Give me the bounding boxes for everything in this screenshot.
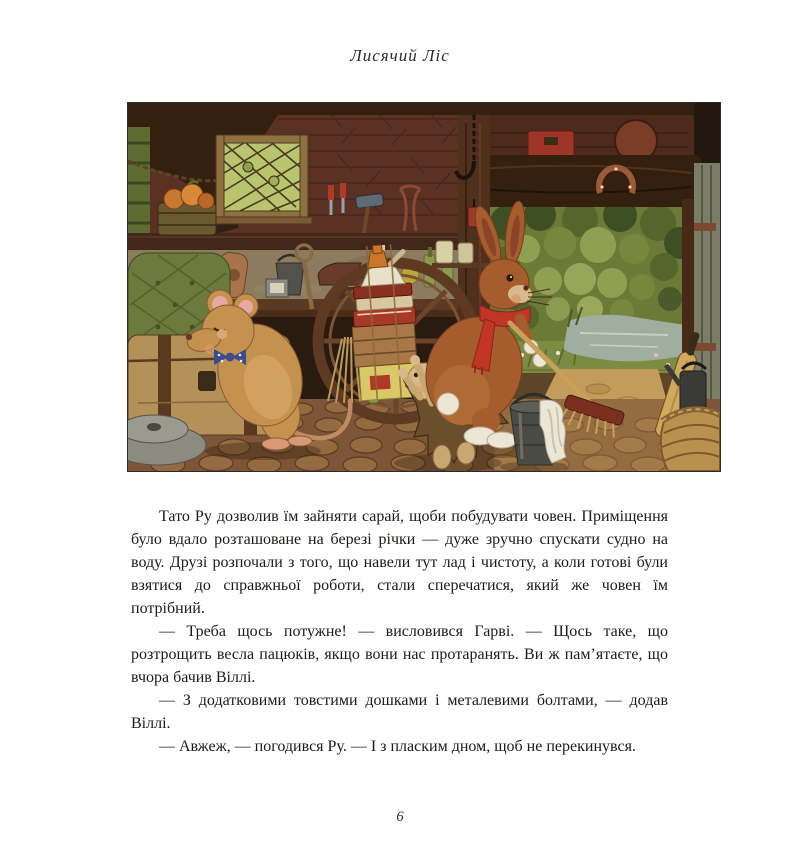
mouse-foot xyxy=(288,436,312,446)
barn-scene xyxy=(128,103,720,471)
door-lintel xyxy=(470,155,702,207)
rabbit-nose xyxy=(523,285,528,290)
paragraph-3: — З додатковими товстими дошками і металевими болтами, — додав Віллі. xyxy=(131,692,668,732)
rabbit-tail xyxy=(437,393,459,415)
ladder xyxy=(128,127,150,251)
illustration xyxy=(127,102,721,472)
hinge xyxy=(694,343,716,351)
body-text xyxy=(131,505,668,758)
mop-bucket xyxy=(510,395,566,466)
running-head: Лисячий Ліс xyxy=(350,46,450,65)
paragraph-2: — Треба щось потужне! — висловився Гарві. — Щось таке, що розтрощить весла пацюків, якщо вони нас протаранять. Ви ж пам’ятаєте, що вчора бачив Віллі. xyxy=(131,623,668,686)
page-number: 6 xyxy=(396,809,404,825)
picture-frame xyxy=(266,279,288,297)
basket xyxy=(661,409,720,471)
rabbit-foot xyxy=(487,432,517,448)
window xyxy=(212,135,312,224)
hedgehog-leg xyxy=(457,442,475,464)
hinge xyxy=(694,223,716,231)
paragraph-1: Тато Ру дозволив їм зайняти сарай, щоби побудувати човен. Приміщення було вдало розташоване на березі річки — дуже зручно спускати судно на воду. Друзі розпочали з того, що навели тут лад і чистоту, а коли готові були взятися до справжньої роботи, стали сперечатися, який же човен їм потрібний. xyxy=(131,508,668,617)
hedgehog-leg xyxy=(433,445,451,469)
mouse-foot xyxy=(262,438,290,450)
red-toolbox xyxy=(528,131,574,157)
mouse-nose xyxy=(186,334,192,340)
rabbit-eye xyxy=(506,274,513,281)
paragraph-4: — Авжеж, — погодився Ру. — І з пласким дном, щоб не перекинувся. xyxy=(159,738,636,755)
